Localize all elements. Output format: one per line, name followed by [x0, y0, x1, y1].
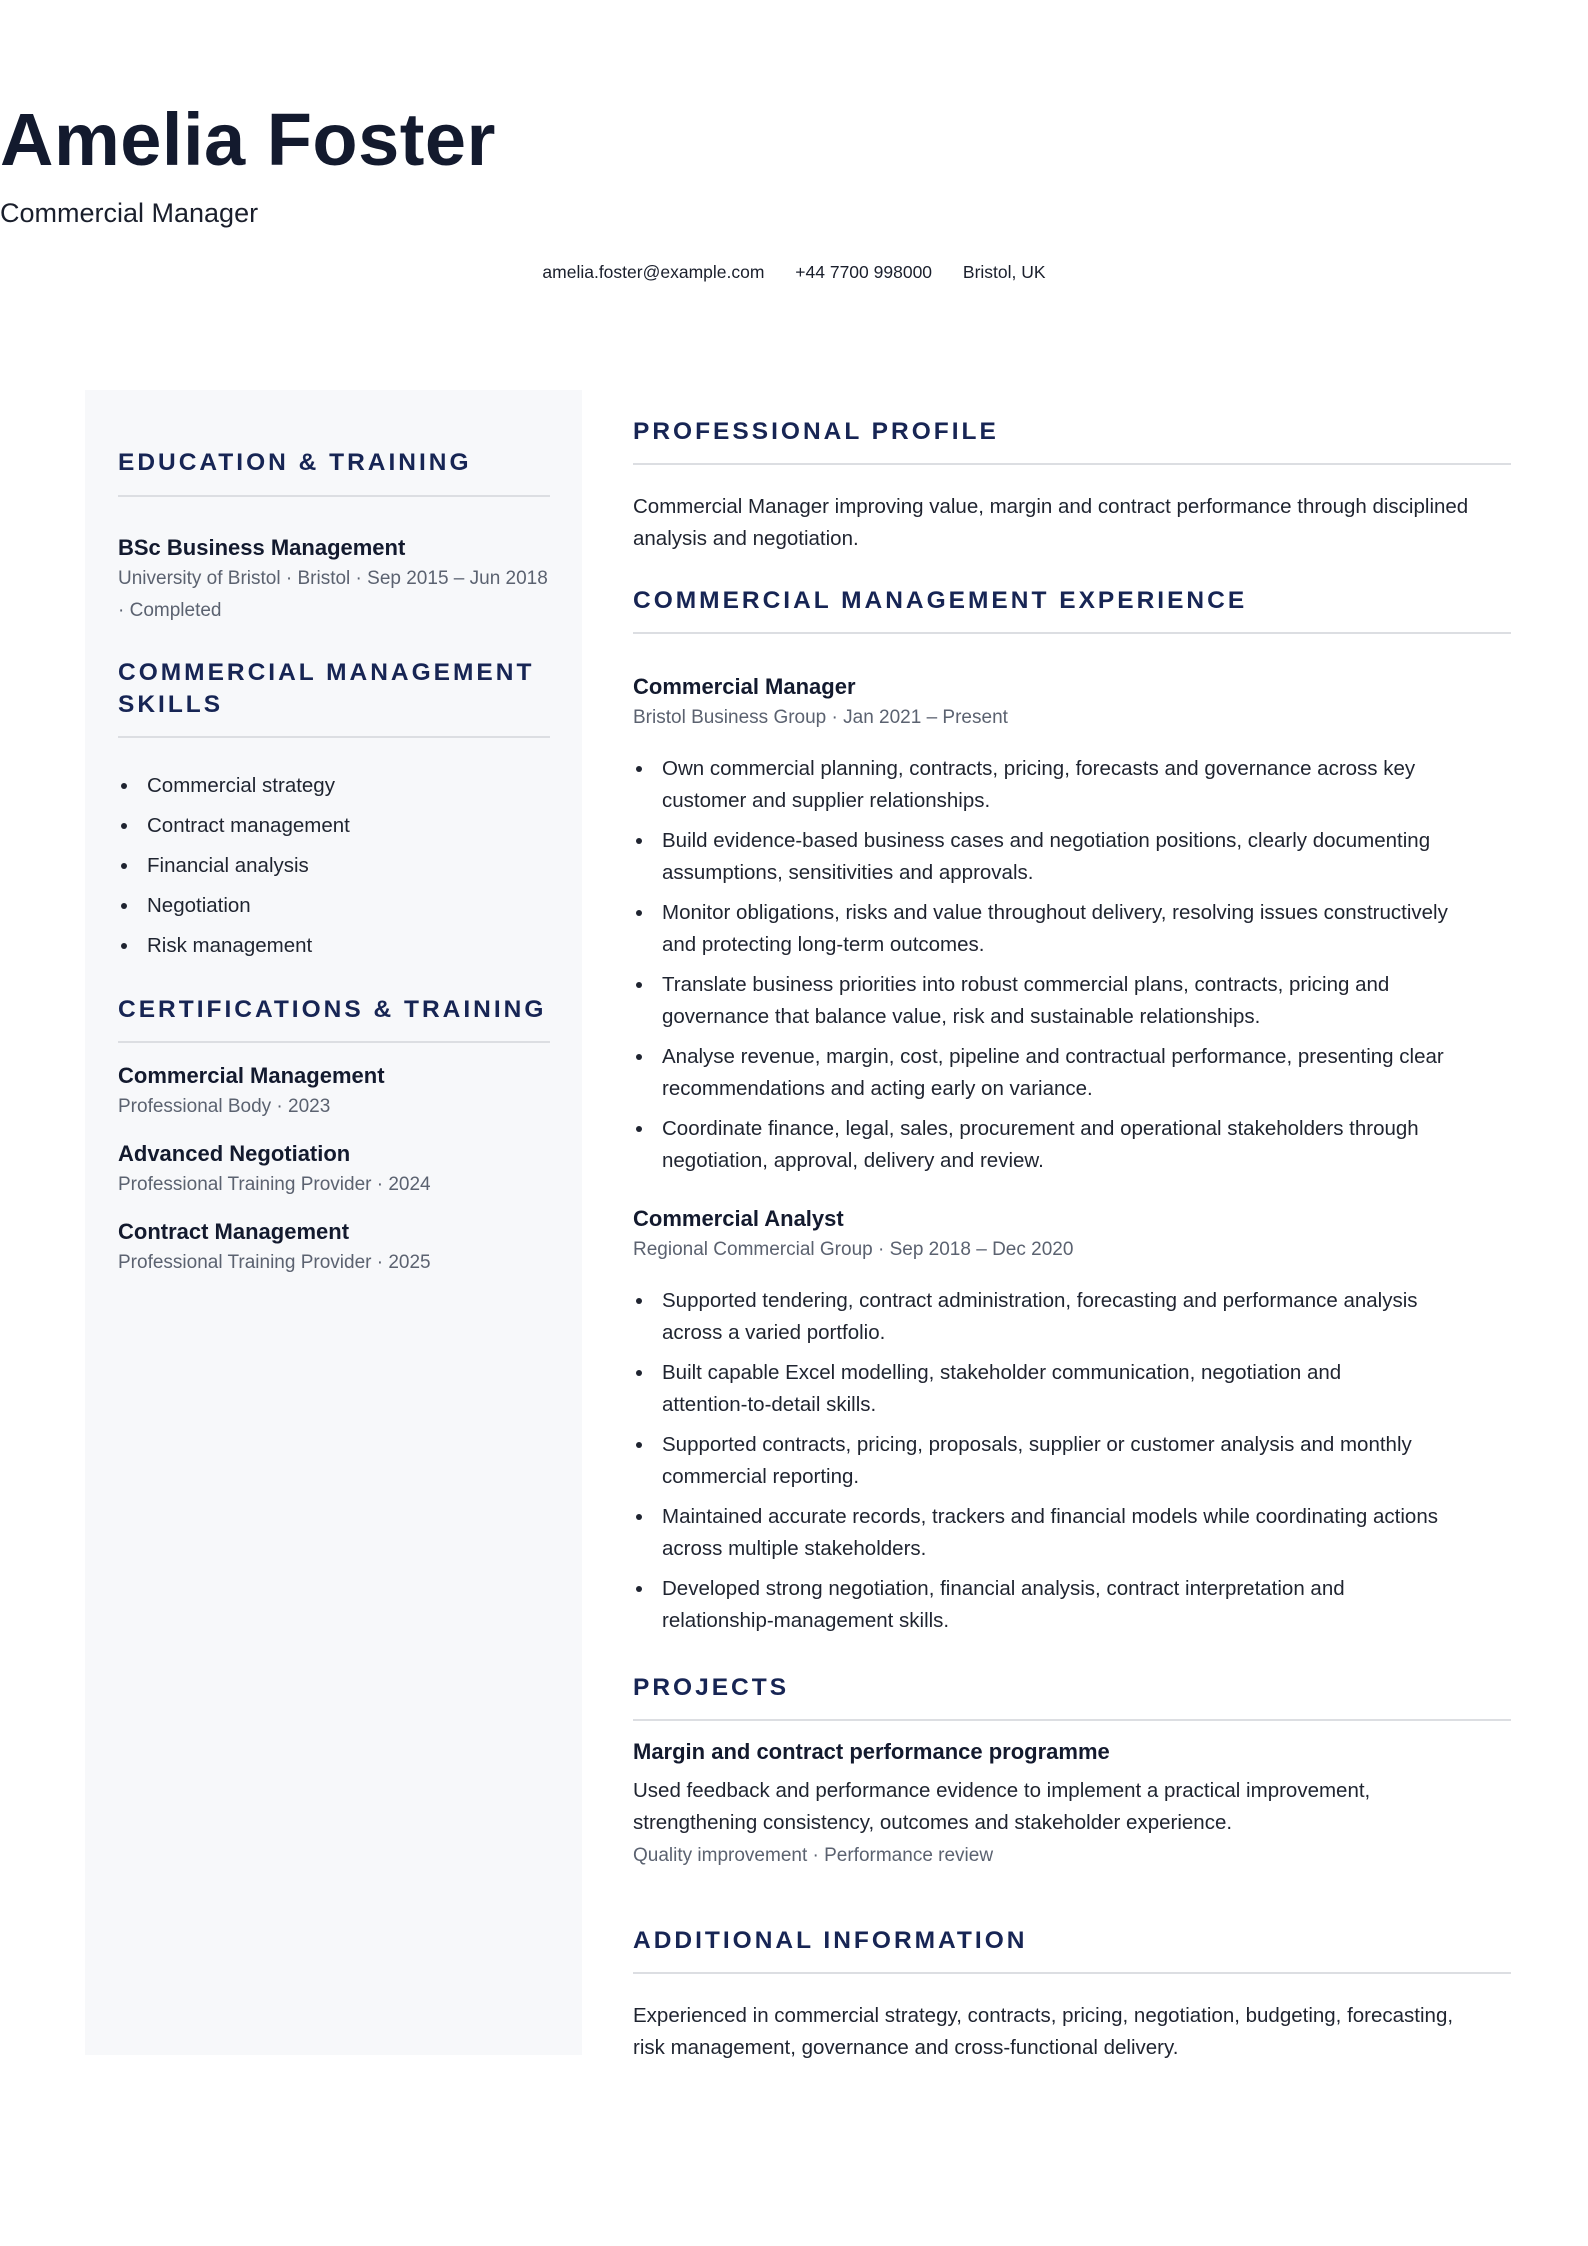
- education-meta: University of Bristol · Bristol · Sep 2015 – Jun 2018: [118, 568, 548, 589]
- job-title: Commercial Analyst: [633, 1206, 844, 1231]
- skill-item: Negotiation: [118, 890, 550, 922]
- experience-divider: [633, 632, 1511, 634]
- profile-text-cont: analysis and negotiation.: [633, 527, 859, 550]
- certifications-divider: [118, 1041, 550, 1043]
- skill-item: Risk management: [118, 930, 550, 962]
- certification-name: Contract Management: [118, 1219, 350, 1244]
- certification-meta: Professional Body · 2023: [118, 1096, 331, 1117]
- skills-section-title-cont: SKILLS: [118, 691, 224, 718]
- project-description-cont: strengthening consistency, outcomes and stakeholder experience.: [633, 1811, 1233, 1834]
- education-divider: [118, 495, 550, 497]
- education-status: · Completed: [118, 600, 222, 621]
- project-description: Used feedback and performance evidence to implement a practical improvement,: [633, 1779, 1371, 1802]
- project-name: Margin and contract performance programme: [633, 1739, 1110, 1764]
- certification-meta: Professional Training Provider · 2024: [118, 1174, 431, 1195]
- skills-divider: [118, 736, 550, 738]
- certification-name: Advanced Negotiation: [118, 1141, 351, 1166]
- job-bullet: Supported contracts, pricing, proposals, supplier or customer analysis and monthly commercial reporting.: [633, 1429, 1533, 1493]
- experience-section-title: COMMERCIAL MANAGEMENT EXPERIENCE: [633, 587, 1248, 614]
- projects-divider: [633, 1719, 1511, 1721]
- certifications-section-title: CERTIFICATIONS & TRAINING: [118, 996, 547, 1023]
- job-bullet: Coordinate finance, legal, sales, procurement and operational stakeholders through negotiation, approval, delivery and review.: [633, 1113, 1533, 1177]
- additional-text-cont: risk management, governance and cross-functional delivery.: [633, 2036, 1179, 2059]
- profile-section-title: PROFESSIONAL PROFILE: [633, 418, 999, 445]
- certification-name: Commercial Management: [118, 1063, 385, 1088]
- contact-email[interactable]: amelia.foster@example.com: [542, 262, 765, 282]
- profile-divider: [633, 463, 1511, 465]
- job-title: Commercial Manager: [633, 674, 856, 699]
- education-degree: BSc Business Management: [118, 535, 406, 560]
- job-bullet: Built capable Excel modelling, stakeholder communication, negotiation and attention-to-detail skills.: [633, 1357, 1533, 1421]
- skill-item: Commercial strategy: [118, 770, 550, 802]
- projects-section-title: PROJECTS: [633, 1674, 790, 1701]
- contact-location: Bristol, UK: [962, 262, 1046, 282]
- skills-list: [118, 770, 550, 962]
- job-bullet: Build evidence-based business cases and negotiation positions, clearly documenting assumptions, sensitivities and approvals.: [633, 825, 1533, 889]
- additional-section-title: ADDITIONAL INFORMATION: [633, 1927, 1028, 1954]
- profile-text: Commercial Manager improving value, margin and contract performance through disciplined: [633, 495, 1469, 518]
- contact-line: [0, 258, 1588, 286]
- additional-text: Experienced in commercial strategy, contracts, pricing, negotiation, budgeting, forecasting,: [633, 2004, 1454, 2027]
- candidate-role: Commercial Manager: [0, 198, 259, 228]
- job-bullets: [633, 753, 1533, 1177]
- job-bullet: Translate business priorities into robust commercial plans, contracts, pricing and governance that balance value, risk and sustainable relationships.: [633, 969, 1533, 1033]
- job-bullet: Supported tendering, contract administration, forecasting and performance analysis across a varied portfolio.: [633, 1285, 1533, 1349]
- project-tags: Quality improvement · Performance review: [633, 1845, 994, 1866]
- job-bullet: Developed strong negotiation, financial analysis, contract interpretation and relationship-management skills.: [633, 1573, 1533, 1637]
- job-bullet: Monitor obligations, risks and value throughout delivery, resolving issues constructively and protecting long-term outcomes.: [633, 897, 1533, 961]
- skill-item: Financial analysis: [118, 850, 550, 882]
- skill-item: Contract management: [118, 810, 550, 842]
- skills-section-title: COMMERCIAL MANAGEMENT: [118, 659, 535, 686]
- education-section-title: EDUCATION & TRAINING: [118, 449, 472, 476]
- candidate-name: Amelia Foster: [0, 98, 496, 181]
- job-bullets: [633, 1285, 1533, 1637]
- job-bullet: Own commercial planning, contracts, pricing, forecasts and governance across key customer and supplier relationships.: [633, 753, 1533, 817]
- job-bullet: Analyse revenue, margin, cost, pipeline and contractual performance, presenting clear recommendations and acting early on variance.: [633, 1041, 1533, 1105]
- job-meta: Regional Commercial Group · Sep 2018 – Dec 2020: [633, 1239, 1074, 1260]
- job-meta: Bristol Business Group · Jan 2021 – Present: [633, 707, 1008, 728]
- contact-phone[interactable]: +44 7700 998000: [795, 262, 933, 282]
- job-bullet: Maintained accurate records, trackers and financial models while coordinating actions across multiple stakeholders.: [633, 1501, 1533, 1565]
- certification-meta: Professional Training Provider · 2025: [118, 1252, 431, 1273]
- additional-divider: [633, 1972, 1511, 1974]
